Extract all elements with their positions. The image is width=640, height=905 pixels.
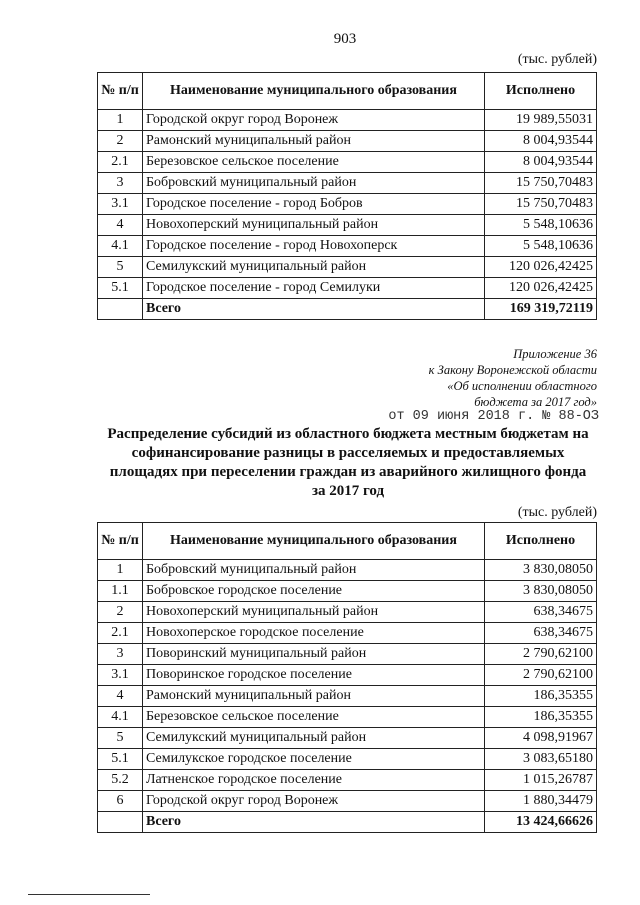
- row-number: 5.1: [98, 749, 143, 770]
- row-number: 4: [98, 215, 143, 236]
- table-row: [98, 278, 597, 299]
- annex-line: «Об исполнении областного: [447, 379, 597, 393]
- total-value: 169 319,72119: [485, 299, 597, 320]
- table-row: [98, 644, 597, 665]
- header-num: № п/п: [98, 523, 143, 560]
- annex-note: [429, 346, 597, 410]
- row-number: 2: [98, 602, 143, 623]
- table-row: [98, 560, 597, 581]
- table-row: [98, 110, 597, 131]
- row-value: 3 083,65180: [485, 749, 597, 770]
- row-name: Семилукское городское поселение: [143, 749, 485, 770]
- total-label: Всего: [143, 299, 485, 320]
- table-row: [98, 728, 597, 749]
- table-row: [98, 194, 597, 215]
- law-date: от 09 июня 2018 г. № 88-ОЗ: [388, 409, 599, 424]
- row-value: 19 989,55031: [485, 110, 597, 131]
- row-number: 1.1: [98, 581, 143, 602]
- row-value: 15 750,70483: [485, 173, 597, 194]
- header-row: [98, 73, 597, 110]
- section-title: [95, 425, 601, 501]
- header-value: Исполнено: [485, 523, 597, 560]
- table-row: [98, 686, 597, 707]
- table-row: [98, 623, 597, 644]
- row-value: 4 098,91967: [485, 728, 597, 749]
- title-line: за 2017 год: [311, 483, 385, 499]
- row-value: 8 004,93544: [485, 152, 597, 173]
- row-name: Городской округ город Воронеж: [143, 110, 485, 131]
- table-row: [98, 215, 597, 236]
- row-value: 5 548,10636: [485, 215, 597, 236]
- row-value: 15 750,70483: [485, 194, 597, 215]
- table-row: [98, 791, 597, 812]
- row-value: 638,34675: [485, 623, 597, 644]
- row-value: 186,35355: [485, 707, 597, 728]
- table-row: [98, 602, 597, 623]
- row-number: 5.1: [98, 278, 143, 299]
- table-row: [98, 236, 597, 257]
- row-number: 1: [98, 560, 143, 581]
- table-row: [98, 257, 597, 278]
- row-value: 3 830,08050: [485, 581, 597, 602]
- row-name: Семилукский муниципальный район: [143, 257, 485, 278]
- row-name: Новохоперский муниципальный район: [143, 602, 485, 623]
- row-name: Бобровский муниципальный район: [143, 173, 485, 194]
- header-value: Исполнено: [485, 73, 597, 110]
- row-number: 3: [98, 644, 143, 665]
- table-2: [97, 522, 597, 833]
- row-name: Бобровское городское поселение: [143, 581, 485, 602]
- row-value: 2 790,62100: [485, 644, 597, 665]
- annex-line: бюджета за 2017 год»: [474, 395, 597, 409]
- row-value: 3 830,08050: [485, 560, 597, 581]
- row-value: 5 548,10636: [485, 236, 597, 257]
- header-name: Наименование муниципального образования: [143, 523, 485, 560]
- total-num: [98, 812, 143, 833]
- row-name: Рамонский муниципальный район: [143, 686, 485, 707]
- row-number: 2: [98, 131, 143, 152]
- row-number: 4.1: [98, 236, 143, 257]
- header-name: Наименование муниципального образования: [143, 73, 485, 110]
- row-number: 1: [98, 110, 143, 131]
- total-value: 13 424,66626: [485, 812, 597, 833]
- row-name: Бобровский муниципальный район: [143, 560, 485, 581]
- row-number: 4: [98, 686, 143, 707]
- row-value: 120 026,42425: [485, 257, 597, 278]
- row-number: 3: [98, 173, 143, 194]
- total-row: [98, 812, 597, 833]
- row-name: Березовское сельское поселение: [143, 152, 485, 173]
- row-name: Городской округ город Воронеж: [143, 791, 485, 812]
- row-name: Поворинский муниципальный район: [143, 644, 485, 665]
- row-value: 1 880,34479: [485, 791, 597, 812]
- page-number: 903: [333, 31, 357, 47]
- table-row: [98, 581, 597, 602]
- row-name: Березовское сельское поселение: [143, 707, 485, 728]
- annex-line: к Закону Воронежской области: [428, 363, 597, 377]
- row-number: 5: [98, 257, 143, 278]
- total-label: Всего: [143, 812, 485, 833]
- row-value: 186,35355: [485, 686, 597, 707]
- table-1: [97, 72, 597, 320]
- table-row: [98, 707, 597, 728]
- row-name: Семилукский муниципальный район: [143, 728, 485, 749]
- title-line: площадях при переселении граждан из аварийного жилищного фонда: [109, 464, 587, 480]
- row-number: 6: [98, 791, 143, 812]
- footer-rule: [28, 894, 150, 895]
- unit-label: (тыс. рублей): [517, 52, 597, 67]
- row-number: 5.2: [98, 770, 143, 791]
- row-name: Городское поселение - город Семилуки: [143, 278, 485, 299]
- table-row: [98, 131, 597, 152]
- row-name: Городское поселение - город Новохоперск: [143, 236, 485, 257]
- row-name: Новохоперское городское поселение: [143, 623, 485, 644]
- title-line: софинансирование разницы в расселяемых и предоставляемых: [131, 445, 565, 461]
- table-row: [98, 173, 597, 194]
- table-row: [98, 665, 597, 686]
- row-name: Новохоперский муниципальный район: [143, 215, 485, 236]
- row-value: 120 026,42425: [485, 278, 597, 299]
- annex-line: Приложение 36: [513, 347, 597, 361]
- row-name: Поворинское городское поселение: [143, 665, 485, 686]
- total-num: [98, 299, 143, 320]
- row-value: 638,34675: [485, 602, 597, 623]
- total-row: [98, 299, 597, 320]
- table-row: [98, 770, 597, 791]
- row-value: 2 790,62100: [485, 665, 597, 686]
- row-number: 3.1: [98, 665, 143, 686]
- row-name: Городское поселение - город Бобров: [143, 194, 485, 215]
- table-row: [98, 152, 597, 173]
- row-value: 1 015,26787: [485, 770, 597, 791]
- row-number: 2.1: [98, 152, 143, 173]
- table-row: [98, 749, 597, 770]
- title-line: Распределение субсидий из областного бюджета местным бюджетам на: [107, 426, 589, 442]
- row-number: 3.1: [98, 194, 143, 215]
- row-number: 4.1: [98, 707, 143, 728]
- header-num: № п/п: [98, 73, 143, 110]
- row-name: Рамонский муниципальный район: [143, 131, 485, 152]
- header-row: [98, 523, 597, 560]
- row-number: 2.1: [98, 623, 143, 644]
- row-value: 8 004,93544: [485, 131, 597, 152]
- unit-label: (тыс. рублей): [517, 505, 597, 520]
- row-number: 5: [98, 728, 143, 749]
- row-name: Латненское городское поселение: [143, 770, 485, 791]
